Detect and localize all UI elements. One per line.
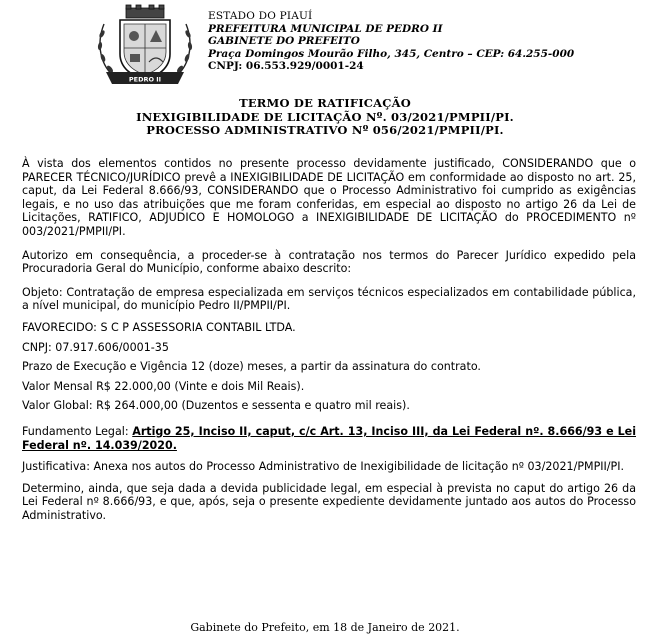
paragraph-objeto: Objeto: Contratação de empresa especializada em serviços técnicos especializados em contabilidade pública, a nível municipal, do município Pedro II/PMPII/PI. (22, 285, 636, 313)
line-valor-global: Valor Global: R$ 264.000,00 (Duzentos e sessenta e quatro mil reais). (22, 399, 410, 413)
paragraph-determino: Determino, ainda, que seja dada a devida publicidade legal, em especial à prevista no caput do artigo 26 da Lei Federal nº 8.666/93, e que, após, seja o presente expediente devidamente juntado aos autos do Processo Administrativo. (22, 481, 636, 522)
paragraph-authorization: Autorizo em consequência, a proceder-se à contratação nos termos do Parecer Jurídico expedido pela Procuradoria Geral do Município, conforme abaixo descrito: (22, 248, 636, 276)
line-prazo: Prazo de Execução e Vigência 12 (doze) meses, a partir da assinatura do contrato. (22, 360, 481, 374)
line-cnpj: CNPJ: 07.917.606/0001-35 (22, 340, 169, 354)
state-name: ESTADO DO PIAUÍ (208, 10, 313, 22)
title-line-1: TERMO DE RATIFICAÇÃO (239, 96, 411, 110)
document-title (0, 97, 650, 138)
fundamento-text: Artigo 25, Inciso II, caput, c/c Art. 13, Inciso III, da Lei Federal nº. 8.666/93 e Lei Federal nº. 14.039/2020. (22, 424, 636, 452)
title-line-3: PROCESSO ADMINISTRATIVO Nº 056/2021/PMPII/PI. (146, 123, 504, 137)
municipal-coat-of-arms-icon (86, 4, 204, 88)
gabinete-name: GABINETE DO PREFEITO (208, 35, 360, 48)
line-valor-mensal: Valor Mensal R$ 22.000,00 (Vinte e dois Mil Reais). (22, 379, 305, 393)
prefeitura-name: PREFEITURA MUNICIPAL DE PEDRO II (208, 22, 443, 35)
letterhead (208, 10, 574, 73)
document-body (22, 157, 636, 522)
address: Praça Domingos Mourão Filho, 345, Centro – CEP: 64.255-000 (208, 47, 575, 60)
crest-banner-text: PEDRO II (128, 75, 162, 84)
paragraph-fundamento (22, 425, 636, 452)
closing-date-line: Gabinete do Prefeito, em 18 de Janeiro de 2021. (190, 621, 460, 634)
paragraph-justificativa: Justificativa: Anexa nos autos do Processo Administrativo de Inexigibilidade de licitação nº 03/2021/PMPII/PI. (22, 460, 625, 474)
line-favorecido: FAVORECIDO: S C P ASSESSORIA CONTABIL LTDA. (22, 320, 296, 334)
letterhead-cnpj: CNPJ: 06.553.929/0001-24 (208, 60, 364, 73)
title-line-2: INEXIGIBILIDADE DE LICITAÇÃO Nº. 03/2021/PMPII/PI. (136, 109, 514, 124)
paragraph-ratification: À vista dos elementos contidos no presente processo devidamente justificado, CONSIDERANDO que o PARECER TÉCNICO/JURÍDICO prevê a INEXIGIBILIDADE DE LICITAÇÃO em conformidade ao disposto no art. 25, caput, da Lei Federal 8.666/93, CONSIDERANDO que o Processo Administrativo foi cumprido as exigências legais, e no uso das atribuições que me foram conferidas, em especial ao disposto no artigo 26 da Lei de Licitações, RATIFICO, ADJUDICO E HOMOLOGO a INEXIGIBILIDADE DE LICITAÇÃO do PROCEDIMENTO nº 003/2021/PMPII/PI. (22, 157, 636, 238)
fundamento-label: Fundamento Legal: (22, 424, 133, 438)
